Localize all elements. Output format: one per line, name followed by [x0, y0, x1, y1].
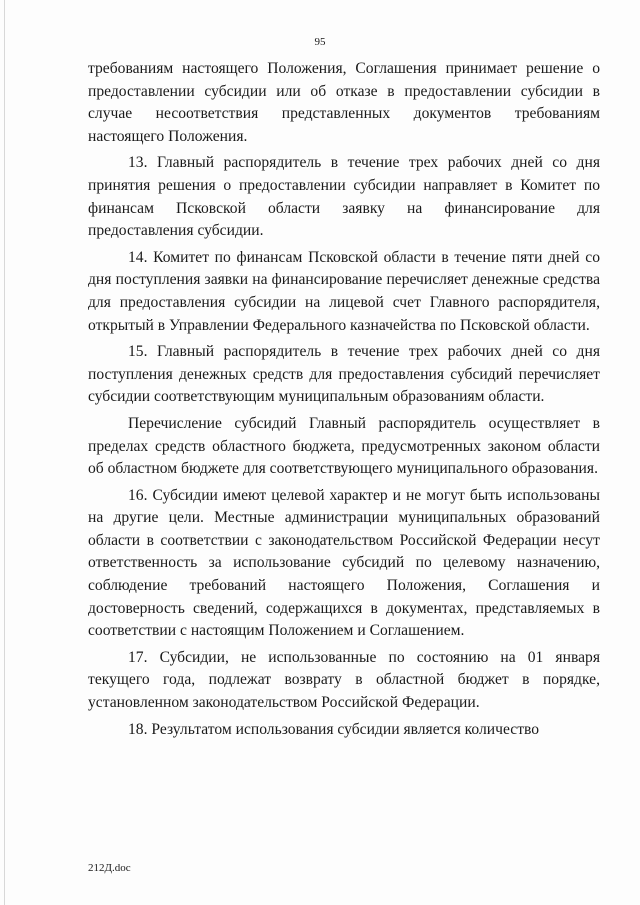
- paragraph-item-15: 15. Главный распорядитель в течение трех рабочих дней со дня поступления денежных средств для предоставления субсидий перечисляет субсидии соответствующим муниципальным образованиям области.: [88, 343, 600, 406]
- paragraph-item-17: 17. Субсидии, не использованные по состоянию на 01 января текущего года, подлежат возврату в областной бюджет в порядке, установленном законодательством Российской Федерации.: [88, 648, 600, 712]
- file-name-footer: 212Д.doc: [88, 862, 131, 874]
- paragraph-item-18: 18. Результатом использования субсидии является количество: [128, 720, 540, 738]
- paragraph-item-16: 16. Субсидии имеют целевой характер и не могут быть использованы на другие цели. Местные администрации муниципальных образований области в соответствии с законодательством Российской Федерации несут ответственность за использование субсидий по целевому назначению, соблюдение требований настоящего Положения, Соглашения и достоверность сведений, содержащихся в документах, представляемых в соответствии с настоящим Положением и Соглашением.: [88, 486, 600, 640]
- paragraph-transfer: Перечисление субсидий Главный распорядитель осуществляет в пределах средств областного бюджета, предусмотренных законом области об областном бюджете для соответствующего муниципального образования.: [88, 414, 600, 478]
- paragraph-item-13: 13. Главный распорядитель в течение трех рабочих дней со дня принятия решения о предоставлении субсидии направляет в Комитет по финансам Псковской области заявку на финансирование для предоставления субсидии.: [88, 154, 600, 240]
- paragraph-item-14: 14. Комитет по финансам Псковской области в течение пяти дней со дня поступления заявки на финансирование перечисляет денежные средства для предоставления субсидии на лицевой счет Главного распорядителя, открытый в Управлении Федерального казначейства по Псковской области.: [88, 248, 600, 334]
- page-number: 95: [314, 36, 326, 48]
- page-edge-line: [4, 0, 5, 905]
- document-body: [88, 58, 600, 741]
- paragraph-continuation: требованиям настоящего Положения, Соглашения принимает решение о предоставлении субсидии или об отказе в предоставлении субсидии в случае несоответствия представленных документов требованиям настоящего Положения.: [88, 60, 600, 145]
